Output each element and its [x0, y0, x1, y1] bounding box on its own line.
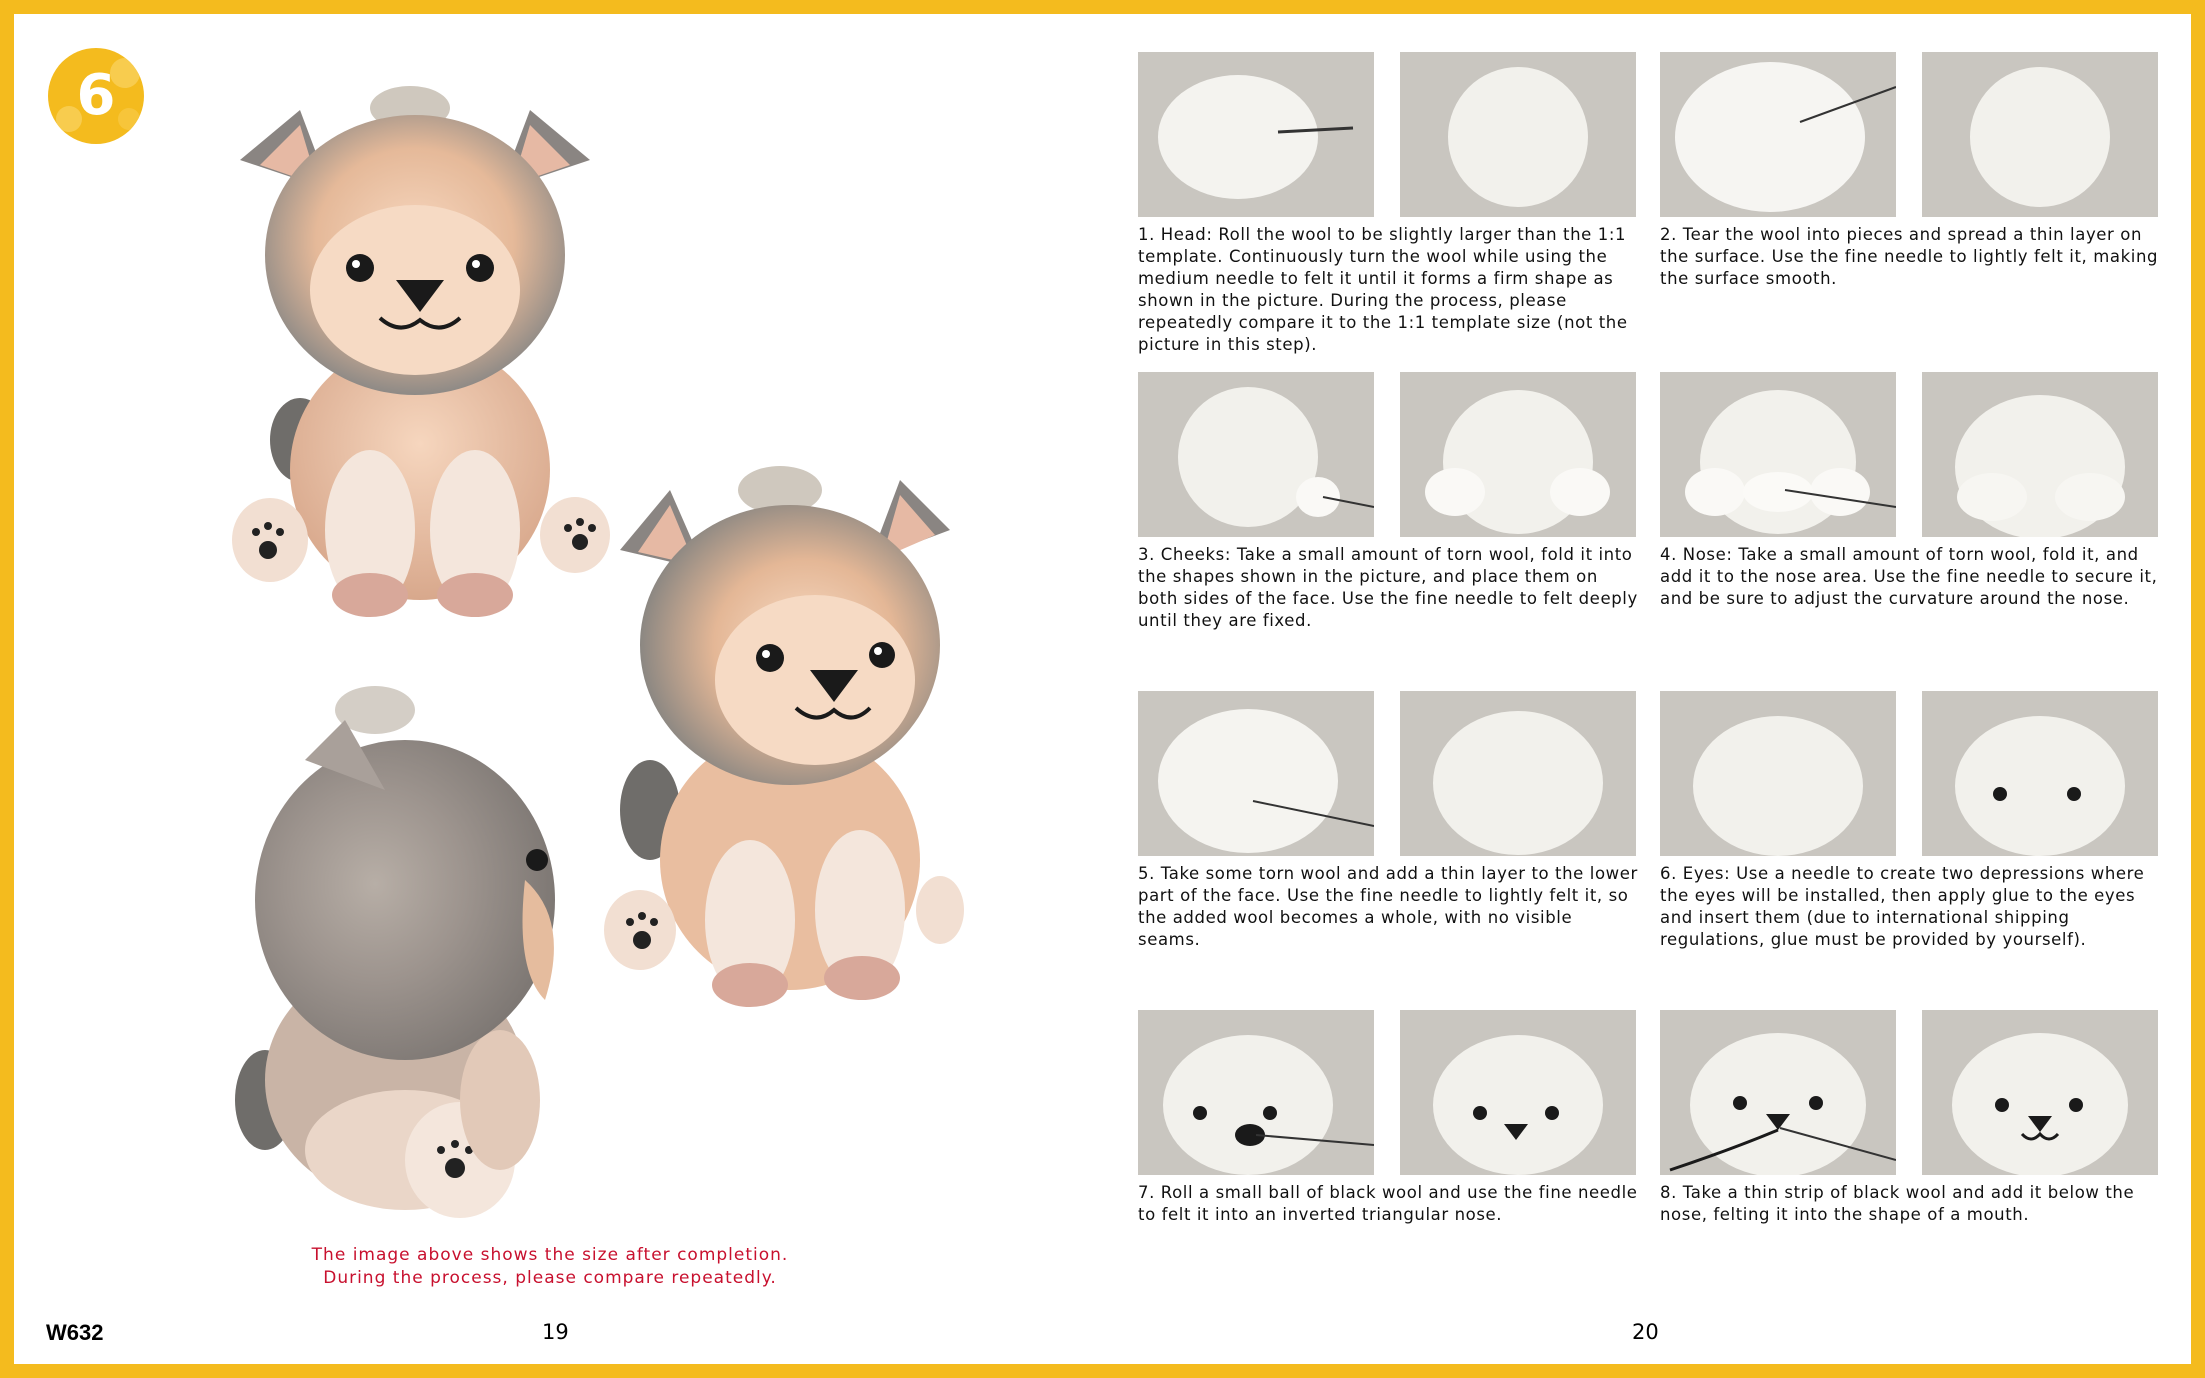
puppy-side-view-image	[225, 680, 605, 1220]
step-2-photo-b	[1922, 52, 2158, 217]
step-2-photo-a	[1660, 52, 1896, 217]
step-8-text: 8. Take a thin strip of black wool and add it below the nose, felting it into the shape of a mouth.	[1660, 1183, 2135, 1224]
step-5-text: 5. Take some torn wool and add a thin layer to the lower part of the face. Use the fine needle to lightly felt it, so the added wool becomes a whole, with no visible seams.	[1138, 864, 1638, 949]
step-1-photo-b	[1400, 52, 1636, 217]
step-number: 6	[76, 63, 116, 128]
step-6-photo-a	[1660, 691, 1896, 856]
left-page-number: 19	[542, 1320, 569, 1344]
puppy-angle-view-image	[600, 460, 970, 1020]
step-7-photo-b	[1400, 1010, 1636, 1175]
step-4-text: 4. Nose: Take a small amount of torn wool, fold it, and add it to the nose area. Use the fine needle to secure it, and be sure to adjust the curvature around the nose.	[1660, 545, 2158, 608]
step-3-text: 3. Cheeks: Take a small amount of torn wool, fold it into the shapes shown in the picture, and place them on both sides of the face. Use the fine needle to felt deeply until they are fixed.	[1138, 545, 1638, 630]
step-4-photo-b	[1922, 372, 2158, 537]
puppy-front-view-image	[220, 80, 620, 620]
product-code: W632	[46, 1320, 104, 1345]
step-4-photo-a	[1660, 372, 1896, 537]
step-5-photo-b	[1400, 691, 1636, 856]
right-page-number: 20	[1632, 1320, 1659, 1344]
step-7-text: 7. Roll a small ball of black wool and use the fine needle to felt it into an inverted triangular nose.	[1138, 1183, 1638, 1224]
step-8-photo-b	[1922, 1010, 2158, 1175]
step-6-text: 6. Eyes: Use a needle to create two depressions where the eyes will be installed, then apply glue to the eyes and insert them (due to international shipping regulations, glue must be provided by yourself).	[1660, 864, 2145, 949]
step-8-photo-a	[1660, 1010, 1896, 1175]
step-1-photo-a	[1138, 52, 1374, 217]
step-5-photo-a	[1138, 691, 1374, 856]
step-7-photo-a	[1138, 1010, 1374, 1175]
step-3-photo-a	[1138, 372, 1374, 537]
step-1-text: 1. Head: Roll the wool to be slightly larger than the 1:1 template. Continuously turn the wool while using the medium needle to felt it until it forms a firm shape as shown in the picture. During the process, please repeatedly compare it to the 1:1 template size (not the picture in this step).	[1138, 225, 1628, 354]
completion-size-caption	[250, 1244, 850, 1290]
caption-line-1: The image above shows the size after completion.	[311, 1245, 789, 1265]
caption-line-2: During the process, please compare repeatedly.	[323, 1268, 777, 1288]
step-2-text: 2. Tear the wool into pieces and spread a thin layer on the surface. Use the fine needle to lightly felt it, making the surface smooth.	[1660, 225, 2159, 288]
step-3-photo-b	[1400, 372, 1636, 537]
step-6-photo-b	[1922, 691, 2158, 856]
step-number-badge	[48, 48, 144, 144]
